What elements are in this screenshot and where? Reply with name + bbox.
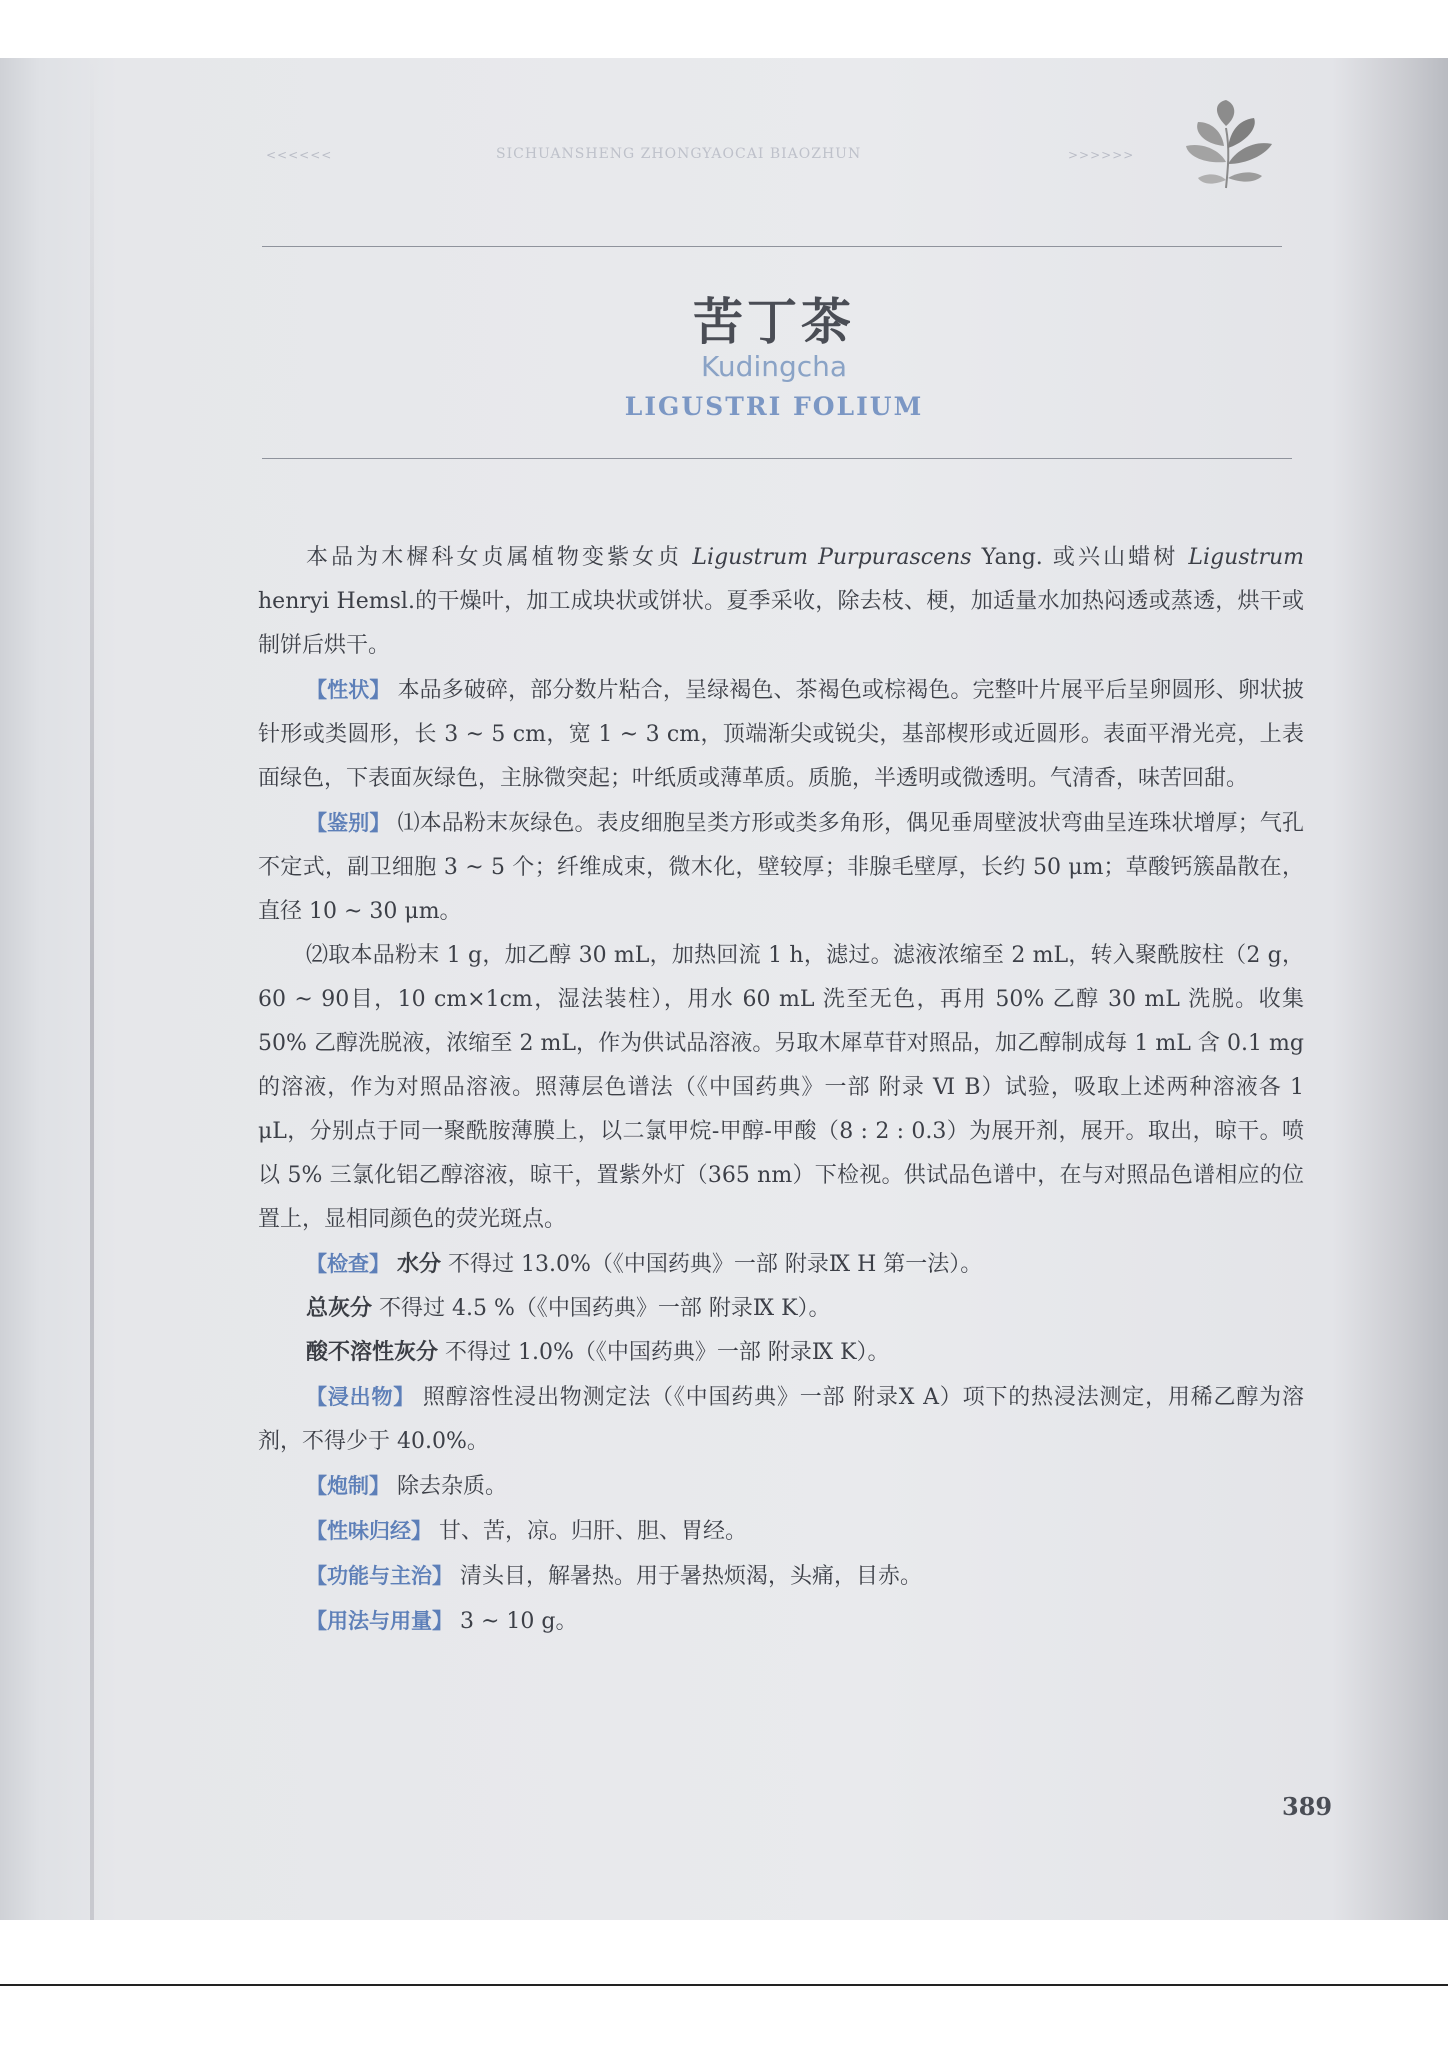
section-tag: 【用法与用量】 [306,1609,453,1633]
latin-name-1: Ligustrum Purpurascens [692,545,972,570]
section-text: 照醇溶性浸出物测定法（《中国药典》一部 附录Ⅹ A）项下的热浸法测定，用稀乙醇为溶剂，不得少于 40.0%。 [258,1385,1304,1454]
section-tag: 【炮制】 [306,1474,390,1498]
latin-name-2: Ligustrum [1188,545,1304,570]
section-jiancha-ash [258,1287,1304,1331]
section-xingwei [258,1509,1304,1554]
section-gongneng [258,1554,1304,1599]
header-divider [262,246,1282,247]
running-title: SICHUANSHENG ZHONGYAOCAI BIAOZHUN [496,146,862,162]
sub-label: 酸不溶性灰分 [306,1340,439,1365]
section-text: ⑴本品粉末灰绿色。表皮细胞呈类方形或类多角形，偶见垂周壁波状弯曲呈连珠状增厚；气孔不定式，副卫细胞 3 ~ 5 个；纤维成束，微木化，壁较厚；非腺毛壁厚，长约 50 μm；草酸钙簇晶散在，直径 10 ~ 30 μm。 [258,811,1304,924]
leaf-ornament-icon [1168,98,1284,202]
section-text: 3 ~ 10 g。 [460,1609,578,1634]
section-jianbie-2 [258,934,1304,1242]
section-tag: 【检查】 [306,1252,390,1276]
intro-text-3: henryi Hemsl.的干燥叶，加工成块状或饼状。夏季采收，除去枝、梗，加适量水加热闷透或蒸透，烘干或制饼后烘干。 [258,589,1304,658]
section-text: 不得过 13.0%（《中国药典》一部 附录Ⅸ H 第一法）。 [448,1252,983,1277]
header-left-decoration: <<<<<< [266,148,333,162]
monograph-body [258,536,1304,1644]
section-tag: 【浸出物】 [306,1385,416,1409]
section-jianbie [258,801,1304,934]
section-xingzhuang [258,668,1304,801]
section-tag: 【功能与主治】 [306,1564,453,1588]
section-text: 不得过 1.0%（《中国药典》一部 附录Ⅸ K）。 [445,1340,890,1365]
intro-text-2: Yang. 或兴山蜡树 [971,545,1189,570]
title-divider [262,458,1292,459]
title-chinese: 苦丁茶 [693,292,855,351]
section-text: ⑵取本品粉末 1 g，加乙醇 30 mL，加热回流 1 h，滤过。滤液浓缩至 2 mL，转入聚酰胺柱（2 g，60 ~ 90目，10 cm×1cm，湿法装柱），用水 60 mL 洗至无色，再用 50% 乙醇 30 mL 洗脱。收集 50% 乙醇洗脱液，浓缩至 2 mL，作为供试品溶液。另取木犀草苷对照品，加乙醇制成每 1 mL 含 0.1 mg 的溶液，作为对照品溶液。照薄层色谱法（《中国药典》一部 附录 Ⅵ B）试验，吸取上述两种溶液各 1 μL，分别点于同一聚酰胺薄膜上，以二氯甲烷-甲醇-甲酸（8 : 2 : 0.3）为展开剂，展开。取出，晾干。喷以 5% 三氯化铝乙醇溶液，晾干，置紫外灯（365 nm）下检视。供试品色谱中，在与对照品色谱相应的位置上，显相同颜色的荧光斑点。 [258,943,1304,1232]
section-text: 本品多破碎，部分数片粘合，呈绿褐色、茶褐色或棕褐色。完整叶片展平后呈卵圆形、卵状披针形或类圆形，长 3 ~ 5 cm，宽 1 ~ 3 cm，顶端渐尖或锐尖，基部楔形或近圆形。表面平滑光亮，上表面绿色，下表面灰绿色，主脉微突起；叶纸质或薄革质。质脆，半透明或微透明。气清香，味苦回甜。 [258,678,1304,791]
section-tag: 【性状】 [306,678,391,702]
section-paozhi [258,1464,1304,1509]
bottom-rule [0,1984,1448,1986]
title-pinyin: Kudingcha [700,350,848,383]
page-number: 389 [1282,1792,1333,1821]
section-text: 甘、苦，凉。归肝、胆、胃经。 [439,1519,748,1544]
section-jinchuwu [258,1375,1304,1464]
section-text: 清头目，解暑热。用于暑热烦渴，头痛，目赤。 [460,1564,923,1589]
section-tag: 【性味归经】 [306,1519,432,1543]
section-jiancha-acid [258,1331,1304,1375]
sub-label: 总灰分 [306,1296,373,1321]
intro-paragraph [258,536,1304,668]
section-text: 不得过 4.5 %（《中国药典》一部 附录Ⅸ K）。 [379,1296,831,1321]
sub-label: 水分 [397,1252,442,1277]
section-tag: 【鉴别】 [306,811,391,835]
title-latin: LIGUSTRI FOLIUM [624,392,924,421]
section-jiancha-water [258,1242,1304,1287]
section-yongfa [258,1599,1304,1644]
section-text: 除去杂质。 [397,1474,508,1499]
header-right-decoration: >>>>>> [1068,148,1135,162]
intro-text-1: 本品为木樨科女贞属植物变紫女贞 [306,545,693,570]
